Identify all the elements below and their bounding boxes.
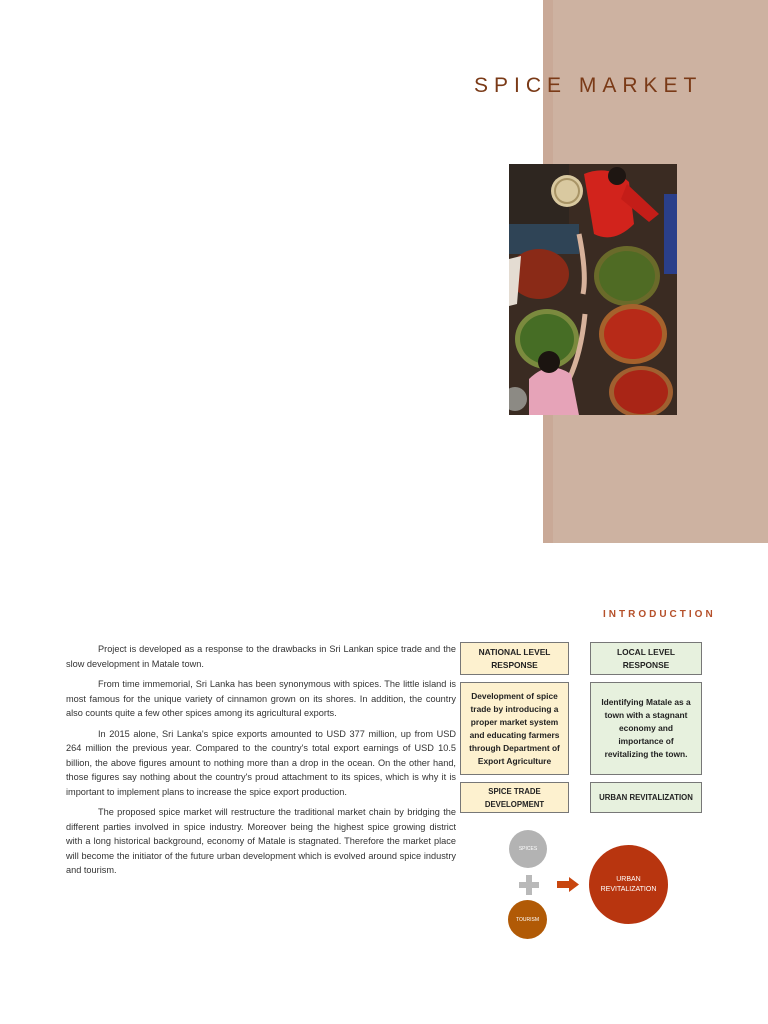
section-heading: INTRODUCTION xyxy=(603,609,716,620)
spice-market-photo xyxy=(509,164,677,415)
intro-paragraph: The proposed spice market will restructure the traditional market chain by bridging the different parties involved in spice industry. Moreover being the highest spice growing district with a long historical background, economy of Matale is stagnated. Therefore the market place will become the initiator of the future urban development which is evolved around spice industry and tourism. xyxy=(66,807,456,875)
tourism-circle: TOURISM xyxy=(508,900,547,939)
spices-circle: SPICES xyxy=(509,830,547,868)
spice-vendors-illustration xyxy=(509,164,677,415)
intro-paragraph: From time immemorial, Sri Lanka has been synonymous with spices. The little island is most famous for the unique variety of cinnamon grown on its shores. In addition, the country also counts quite a few other spices among its agricultural exports. xyxy=(66,679,456,718)
local-level-description: Identifying Matale as a town with a stagnant economy and importance of revitalizing the town. xyxy=(590,682,702,775)
intro-paragraph: Project is developed as a response to the drawbacks in Sri Lankan spice trade and the slow development in Matale town. xyxy=(66,644,456,669)
national-level-heading: NATIONAL LEVEL RESPONSE xyxy=(460,642,569,675)
arrow-right-icon xyxy=(557,877,579,892)
spice-trade-outcome: SPICE TRADE DEVELOPMENT xyxy=(460,782,569,813)
intro-text xyxy=(66,642,456,884)
urban-revitalization-outcome: URBAN REVITALIZATION xyxy=(590,782,702,813)
plus-icon xyxy=(519,875,539,895)
intro-paragraph: In 2015 alone, Sri Lanka's spice exports amounted to USD 377 million, up from USD 264 million the previous year. Compared to the country's total export earnings of USD 10.5 billion, the above figures amount to nothing more than a drop in the ocean. On the other hand, those figures say nothing about the country's proud attachment to its spices, which is why it is important to implement plans to increase the spice export production. xyxy=(66,728,456,797)
local-level-heading: LOCAL LEVEL RESPONSE xyxy=(590,642,702,675)
urban-revitalization-circle: URBAN REVITALIZATION xyxy=(589,845,668,924)
national-level-description: Development of spice trade by introducing a proper market system and educating farmers through Department of Export Agriculture xyxy=(460,682,569,775)
page-title: SPICE MARKET xyxy=(474,74,703,97)
